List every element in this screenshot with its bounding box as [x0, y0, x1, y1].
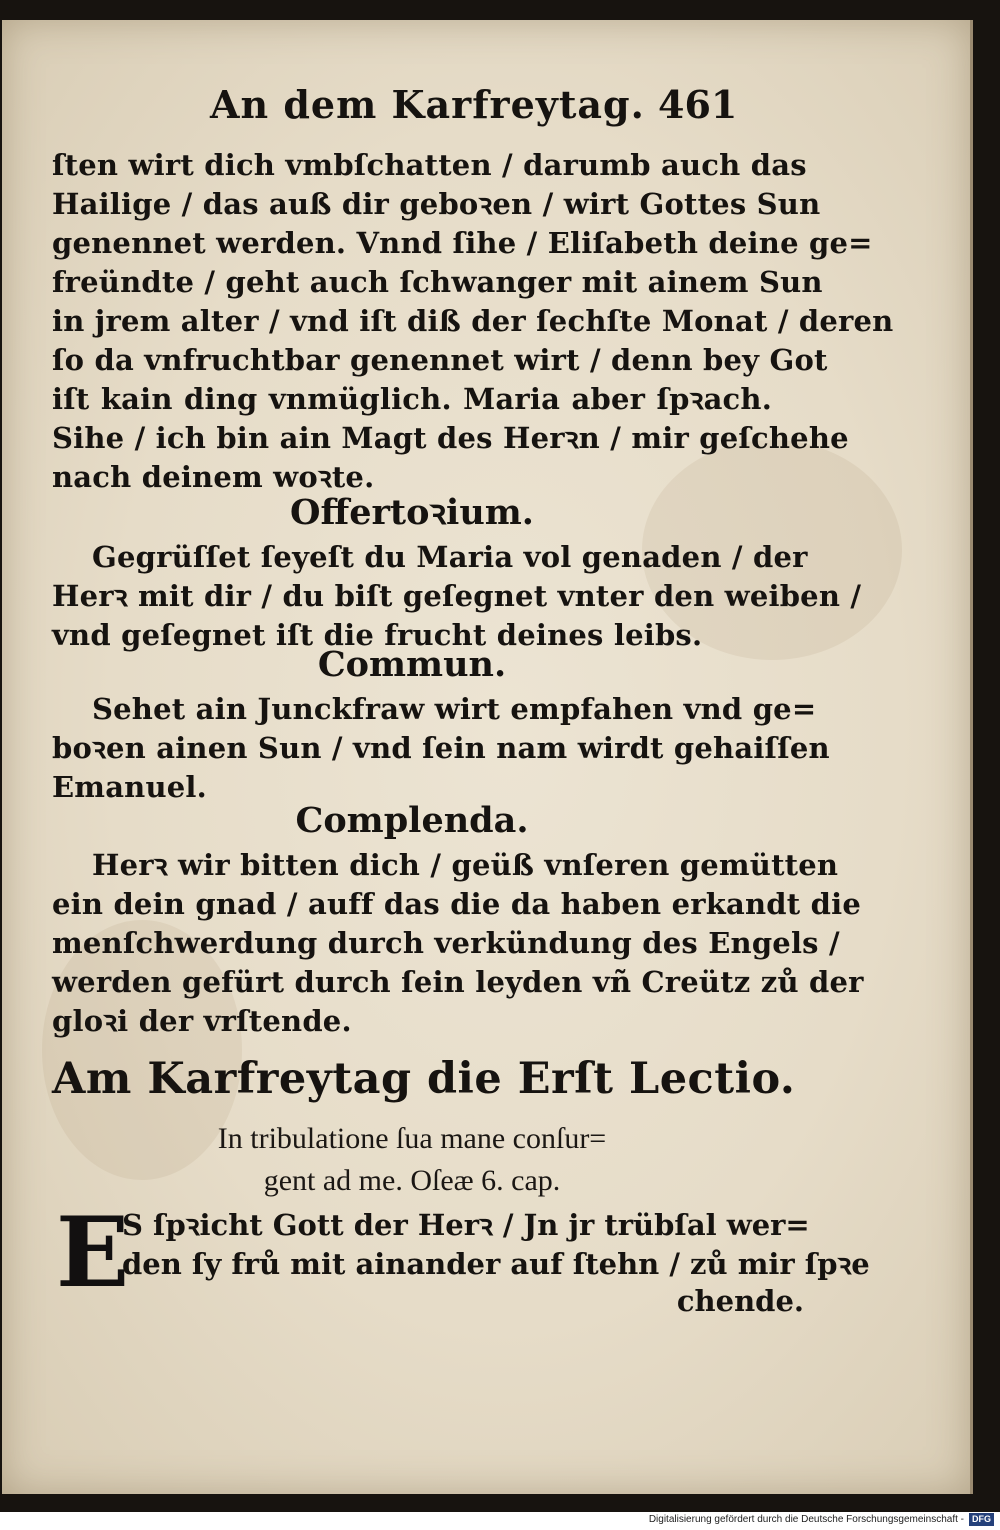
- text-line: Sihe / ich bin ain Magt des Herꝛn / mir geſchehe: [52, 421, 849, 455]
- text-line: Emanuel.: [52, 770, 207, 804]
- page-number: 461: [658, 82, 738, 127]
- text-line: Herꝛ wir bitten dich / geüß vnſeren gemütten: [92, 848, 839, 882]
- section-heading: Complenda.: [295, 800, 529, 841]
- subtitle-line: In tribulatione ſua mane conſur=: [217, 1122, 607, 1155]
- commun-section: [52, 640, 830, 807]
- text-line-end: chende.: [676, 1284, 804, 1318]
- complenda-section: [52, 796, 864, 1041]
- text-line: Herꝛ mit dir / du biſt geſegnet vnter den weiben /: [52, 579, 862, 613]
- drop-cap-initial: E: [56, 1196, 130, 1309]
- running-title: An dem Karfreytag.: [210, 82, 645, 127]
- gospel-text-block: [52, 146, 894, 497]
- text-line: S ſpꝛicht Gott der Herꝛ / Jn jr trübſal wer=: [122, 1208, 810, 1242]
- page-header: [210, 82, 770, 142]
- text-line: Hailige / das auß dir geboꝛen / wirt Gottes Sun: [52, 187, 821, 221]
- text-line: Gegrüſſet ſeyeſt du Maria vol genaden / der: [92, 540, 808, 574]
- text-line: ſten wirt dich vmbſchatten / darumb auch das: [52, 148, 807, 182]
- dfg-logo: DFG: [969, 1513, 994, 1526]
- text-line: werden gefürt durch ſein leyden vñ Creütz zů der: [52, 965, 864, 999]
- subtitle-line: gent ad me. Oſeæ 6. cap.: [263, 1164, 561, 1197]
- text-line: in jrem alter / vnd iſt diß der ſechſte Monat / deren: [52, 304, 894, 338]
- text-line: den ſy frů mit ainander auf ſtehn / zů mir ſpꝛe: [122, 1247, 870, 1281]
- text-line: genennet werden. Vnnd ſihe / Eliſabeth deine ge=: [52, 226, 873, 260]
- text-line: boꝛen ainen Sun / vnd ſein nam wirdt gehaiſſen: [52, 731, 830, 765]
- text-line: Sehet ain Junckfraw wirt empfahen vnd ge=: [92, 692, 817, 726]
- text-line: iſt kain ding vnmüglich. Maria aber ſpꝛach.: [52, 382, 772, 416]
- lectio-title: Am Karfreytag die Erſt Lectio.: [52, 1054, 796, 1104]
- funding-credit: Digitalisierung gefördert durch die Deutsche Forschungsgemeinschaft -: [648, 1514, 964, 1525]
- text-line: gloꝛi der vrſtende.: [52, 1004, 352, 1038]
- text-line: vnd geſegnet iſt die frucht deines leibs.: [52, 618, 703, 652]
- text-line: ein dein gnad / auff das die da haben erkandt die: [52, 887, 861, 921]
- text-line: freündte / geht auch ſchwanger mit ainem Sun: [52, 265, 823, 299]
- section-heading: Commun.: [317, 644, 507, 685]
- offertorium-section: [52, 488, 862, 655]
- text-line: nach deinem woꝛte.: [52, 460, 375, 494]
- section-heading: Offertoꝛium.: [290, 492, 534, 533]
- lectio-subtitle: [52, 1118, 772, 1202]
- text-line: ſo da vnfruchtbar genennet wirt / denn bey Got: [52, 343, 828, 377]
- text-line: menſchwerdung durch verkündung des Engels /: [52, 926, 840, 960]
